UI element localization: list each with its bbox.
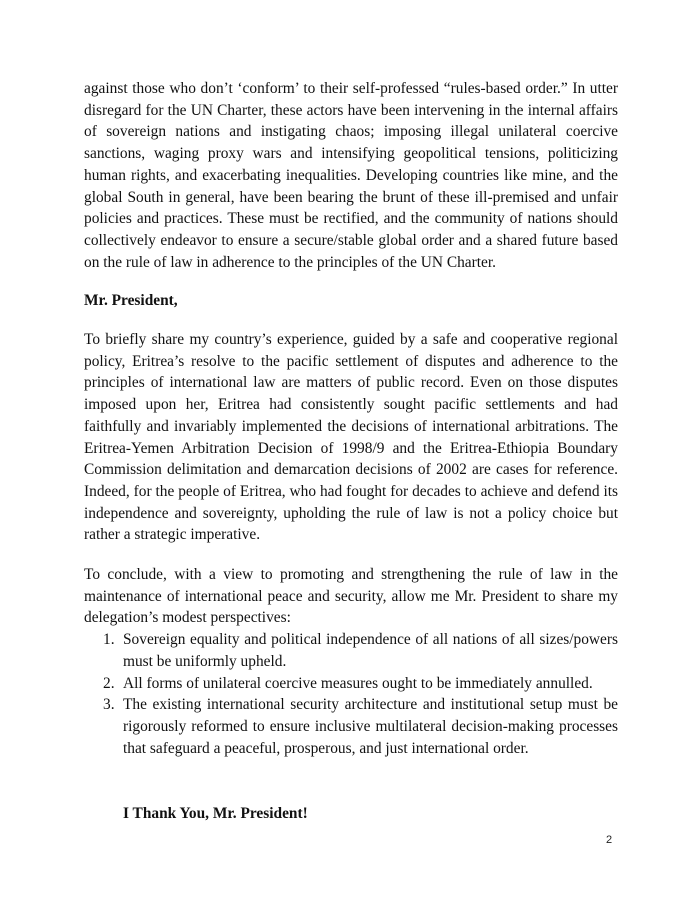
paragraph-eritrea-experience: To briefly share my country’s experience, guided by a safe and cooperative regional policy, Eritrea’s resolve to the pacific settlement of disputes and adherence to the principles of international law are matters of public record. Even on those disputes imposed upon her, Eritrea had consistently sought pacific settlements and had faithfully and invariably implemented the decisions of international arbitrations. The Eritrea-Yemen Arbitration Decision of 1998/9 and the Eritrea-Ethiopia Boundary Commission delimitation and demarcation decisions of 2002 are cases for reference. Indeed, for the people of Eritrea, who had fought for decades to achieve and defend its independence and sovereignty, upholding the rule of law is not a policy choice but rather a strategic imperative.	[84, 331, 618, 544]
list-item-number: 1.	[103, 631, 115, 649]
list-item	[84, 673, 618, 695]
page-number: 2	[606, 834, 613, 846]
closing-line: I Thank You, Mr. President!	[123, 805, 308, 823]
spacer	[84, 759, 618, 803]
list-item-text: All forms of unilateral coercive measures ought to be immediately annulled.	[123, 674, 593, 692]
spacer	[84, 312, 618, 329]
document-body	[84, 78, 618, 825]
list-item-number: 3.	[103, 696, 115, 714]
salutation-heading: Mr. President,	[84, 292, 178, 310]
spacer	[84, 546, 618, 564]
list-item-text: The existing international security architecture and institutional setup must be rigorously reformed to ensure inclusive multilateral decision-making processes that safeguard a peaceful, prosperous, and just international order.	[123, 696, 618, 757]
list-item	[84, 694, 618, 759]
perspectives-list	[84, 629, 618, 759]
list-item	[84, 629, 618, 672]
list-item-number: 2.	[103, 674, 115, 692]
list-item-text: Sovereign equality and political independence of all nations of all sizes/powers must be uniformly upheld.	[123, 631, 618, 670]
spacer	[84, 273, 618, 290]
paragraph-rules-based-order: against those who don’t ‘conform’ to their self-professed “rules-based order.” In utter disregard for the UN Charter, these actors have been intervening in the internal affairs of sovereign nations and instigating chaos; imposing illegal unilateral coercive sanctions, waging proxy wars and intensifying geopolitical tensions, politicizing human rights, and exacerbating inequalities. Developing countries like mine, and the global South in general, have been bearing the brunt of these ill-premised and unfair policies and practices. These must be rectified, and the community of nations should collectively endeavor to ensure a secure/stable global order and a shared future based on the rule of law in adherence to the principles of the UN Charter.	[84, 80, 618, 271]
paragraph-conclusion: To conclude, with a view to promoting and strengthening the rule of law in the maintenance of international peace and security, allow me Mr. President to share my delegation’s modest perspectives:	[84, 566, 618, 627]
